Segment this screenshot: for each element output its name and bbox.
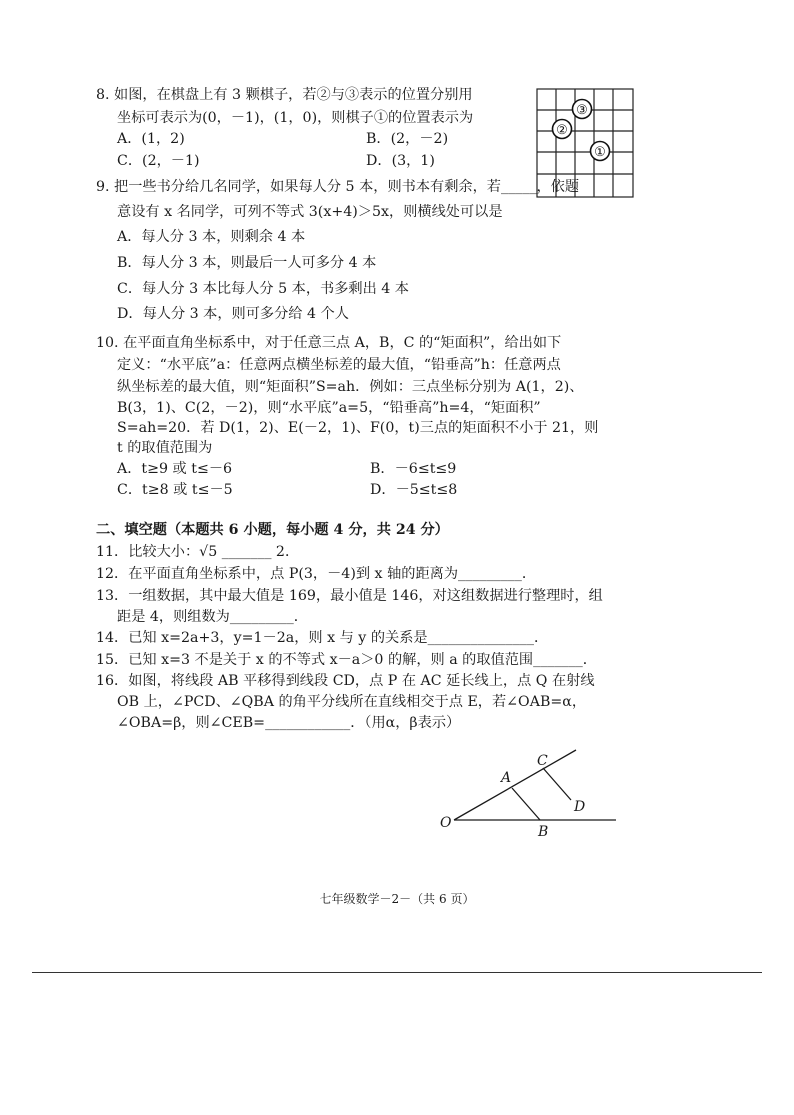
q10-option-d: D．－5≤t≤8 <box>370 482 458 498</box>
q10-option-a: A．t≥9 或 t≤－6 <box>117 461 233 477</box>
q13-line2: 距是 4，则组数为_________． <box>117 609 308 625</box>
q11: 11．比较大小：√5 _______ 2． <box>96 544 300 560</box>
q16-line2: OB 上，∠PCD、∠QBA 的角平分线所在直线相交于点 E，若∠OAB=α， <box>117 694 587 710</box>
q8-stem-line2: 坐标可表示为(0，－1)，(1，0)，则棋子①的位置表示为 <box>117 110 474 126</box>
geometry-figure <box>440 744 640 844</box>
q8-stem-line1: 8. 如图，在棋盘上有 3 颗棋子，若②与③表示的位置分别用 <box>96 87 473 103</box>
q10-line5: S=ah=20．若 D(1，2)、E(－2，1)、F(0，t)三点的矩面积不小于 21，则 <box>117 420 599 436</box>
segment-cd <box>543 768 571 800</box>
chess-piece-3 <box>573 100 592 119</box>
q16-line3: ∠OBA=β，则∠CEB=____________．（用α，β表示） <box>117 715 461 731</box>
q13-line1: 13．一组数据，其中最大值是 169，最小值是 146，对这组数据进行整理时，组 <box>96 588 603 604</box>
q8-option-d: D．(3，1) <box>366 153 435 169</box>
q8-option-c: C．(2，－1) <box>117 153 200 169</box>
q12: 12．在平面直角坐标系中，点 P(3，－4)到 x 轴的距离为_________． <box>96 566 537 582</box>
label-b: B <box>538 824 549 840</box>
section2-title: 二、填空题（本题共 6 小题，每小题 4 分，共 24 分） <box>96 522 449 538</box>
q8-option-b: B．(2，－2) <box>366 131 449 147</box>
q9-option-b: B．每人分 3 本，则最后一人可多分 4 本 <box>117 255 377 271</box>
q9-stem-line2: 意设有 x 名同学，可列不等式 3(x+4)＞5x，则横线处可以是 <box>117 204 503 220</box>
q9-option-a: A．每人分 3 本，则剩余 4 本 <box>117 229 306 245</box>
label-o: O <box>440 815 452 831</box>
q10-line2: 定义：“水平底”a：任意两点横坐标差的最大值，“铅垂高”h：任意两点 <box>117 357 561 373</box>
q15: 15．已知 x=3 不是关于 x 的不等式 x－a＞0 的解，则 a 的取值范围_______． <box>96 652 597 668</box>
chess-piece-1 <box>591 142 610 161</box>
q14: 14．已知 x=2a+3，y=1－2a，则 x 与 y 的关系是_______________． <box>96 630 549 646</box>
bottom-divider <box>32 972 762 973</box>
q10-line6: t 的取值范围为 <box>117 440 213 456</box>
label-c: C <box>537 753 548 769</box>
q16-line1: 16．如图，将线段 AB 平移得到线段 CD，点 P 在 AC 延长线上，点 Q 在射线 <box>96 673 595 689</box>
q9-option-c: C．每人分 3 本比每人分 5 本，书多剩出 4 本 <box>117 281 409 297</box>
chess-piece-2 <box>553 120 572 139</box>
q9-stem-line1: 9. 把一些书分给几名同学，如果每人分 5 本，则书本有剩余，若_____，依题 <box>96 179 580 195</box>
q10-option-c: C．t≥8 或 t≤－5 <box>117 482 233 498</box>
q10-option-b: B．－6≤t≤9 <box>370 461 457 477</box>
q8-option-a: A．(1，2) <box>117 131 185 147</box>
q10-line4: B(3，1)、C(2，－2)，则“水平底”a=5，“铅垂高”h=4，“矩面积” <box>117 400 541 416</box>
chess-piece-3-label: ③ <box>576 103 588 118</box>
page-footer: 七年级数学－2－（共 6 页） <box>319 892 475 906</box>
label-d: D <box>574 799 586 815</box>
label-a: A <box>501 770 512 786</box>
q9-option-d: D．每人分 3 本，则可多分给 4 个人 <box>117 306 349 322</box>
chess-piece-2-label: ② <box>556 123 568 138</box>
q10-line3: 纵坐标差的最大值，则“矩面积”S=ah．例如：三点坐标分别为 A(1，2)、 <box>117 379 584 395</box>
q10-line1: 10. 在平面直角坐标系中，对于任意三点 A，B，C 的“矩面积”，给出如下 <box>96 335 562 351</box>
segment-ab <box>512 788 540 820</box>
chess-piece-1-label: ① <box>594 145 606 160</box>
